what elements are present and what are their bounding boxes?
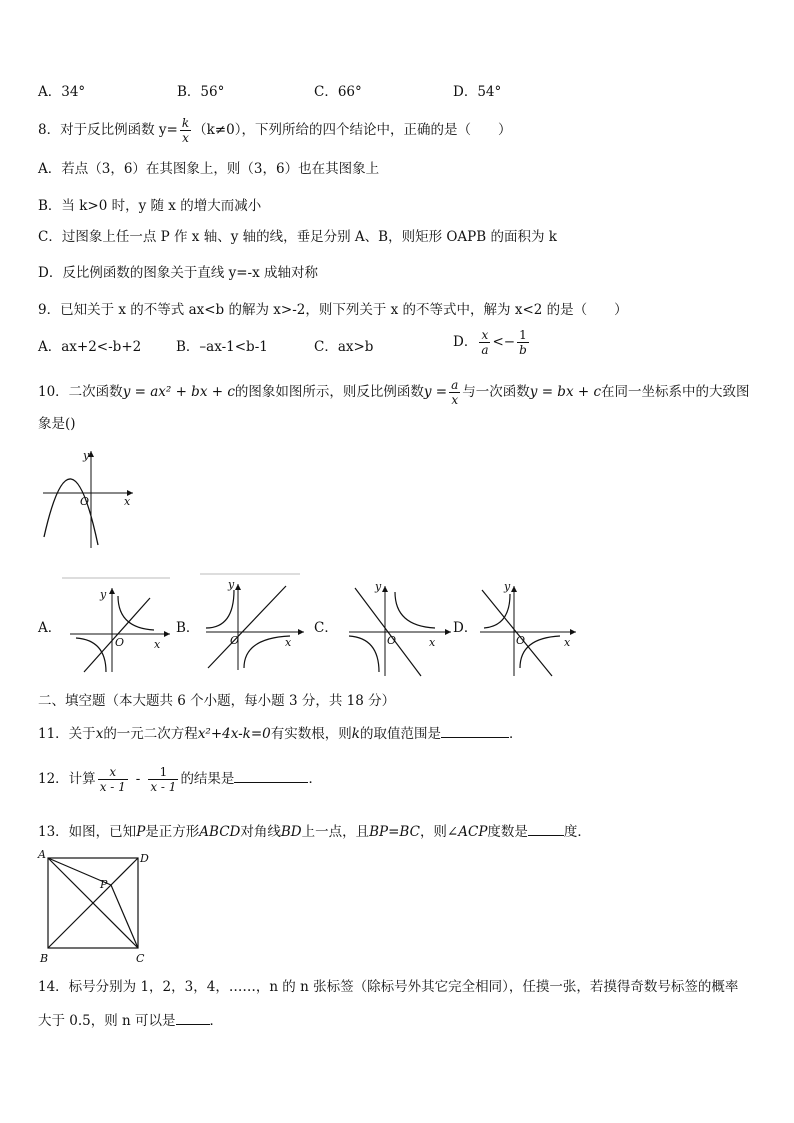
- q10-eq2-den: x: [451, 393, 459, 407]
- q12-answer-blank[interactable]: [234, 768, 308, 783]
- q13-p: P: [136, 824, 146, 840]
- q11-answer-blank[interactable]: [441, 723, 509, 738]
- q8-suffix: （k≠0），下列所给的四个结论中，正确的是（ ）: [193, 122, 512, 138]
- q10-stem: [38, 378, 750, 407]
- q10-stem-line2: 象是(): [38, 416, 76, 432]
- q7-option-a: A．34°: [38, 84, 86, 100]
- q8-frac-den: x: [182, 131, 189, 145]
- q9-d-num1: x: [479, 328, 490, 343]
- q13-label-b: B: [40, 952, 49, 965]
- q13-part5: ，则∠: [419, 824, 459, 840]
- q8-option-b: B．当 k>0 时，y 随 x 的增大而减小: [38, 198, 262, 214]
- q11-part2: 的一元二次方程: [103, 726, 198, 742]
- q9-option-d: [453, 328, 531, 357]
- q10-option-d-graph: [476, 580, 584, 680]
- q8-fraction: [180, 116, 191, 145]
- q10-fig-y-label: y: [83, 449, 90, 462]
- q9-stem: 9．已知关于 x 的不等式 ax<b 的解为 x>-2，则下列关于 x 的不等式中，解为 x<2 的是（ ）: [38, 302, 628, 318]
- q10-parabola-figure: [38, 445, 138, 550]
- q10-option-b-graph: [200, 572, 308, 672]
- q9-d-den1: a: [481, 343, 489, 357]
- q10-part2: 的图象如图所示，则反比例函数: [234, 384, 424, 400]
- q7-option-c: C．66°: [314, 84, 362, 100]
- q8-frac-num: k: [181, 116, 190, 130]
- q7-option-b: B．56°: [177, 84, 225, 100]
- q13-eq: BP=BC: [369, 824, 420, 840]
- q9-d-label: D．: [453, 334, 478, 350]
- q11-end: ．: [508, 726, 523, 742]
- q10-part1: 10．二次函数: [38, 384, 123, 400]
- q13-label-c: C: [136, 952, 145, 965]
- q9-d-mid: <−: [492, 334, 516, 350]
- q9-d-den2: b: [519, 343, 527, 357]
- q12-den1: x - 1: [99, 780, 126, 794]
- q10-c-x-label: x: [429, 636, 436, 649]
- q12-frac1: [98, 765, 128, 794]
- q10-eq1: y = ax² + bx + c: [122, 384, 235, 400]
- q10-c-origin-label: O: [387, 634, 397, 647]
- q10-a-x-label: x: [154, 638, 161, 651]
- q13-part1: 13．如图，已知: [38, 824, 137, 840]
- q10-eq3: y = bx + c: [529, 384, 602, 400]
- q10-c-y-label: y: [375, 580, 382, 593]
- q13-bd: BD: [280, 824, 302, 840]
- q10-a-y-label: y: [100, 588, 107, 601]
- q14-line2-pre: 大于 0.5，则 n 可以是: [38, 1013, 176, 1029]
- q10-b-x-label: x: [285, 636, 292, 649]
- q13-end: 度．: [563, 824, 591, 840]
- q11-k: k: [351, 726, 360, 742]
- q9-option-b: B．–ax-1<b-1: [176, 339, 268, 355]
- q10-d-x-label: x: [564, 636, 571, 649]
- q10-d-origin-label: O: [516, 634, 526, 647]
- q9-d-num2: 1: [517, 328, 529, 343]
- q13-square-figure: [36, 848, 156, 968]
- q12-num1: x: [98, 765, 128, 780]
- q11-x: x: [95, 726, 104, 742]
- q10-fig-origin-label: O: [80, 495, 90, 508]
- q12-num2: 1: [148, 765, 178, 780]
- q10-eq2-frac: [449, 378, 460, 407]
- q12-suffix: 的结果是: [180, 771, 235, 787]
- q13-acp: ACP: [458, 824, 488, 840]
- q13-label-d: D: [140, 852, 149, 865]
- q10-d-y-label: y: [504, 580, 511, 593]
- q13-part2: 是正方形: [145, 824, 200, 840]
- q14-answer-blank[interactable]: [176, 1010, 210, 1025]
- q8-option-a: A．若点（3，6）在其图象上，则（3，6）也在其图象上: [38, 161, 380, 177]
- q10-eq2-lhs: y =: [423, 384, 448, 400]
- q11-part4: 的取值范围是: [359, 726, 441, 742]
- q8-prefix: 8．对于反比例函数 y=: [38, 122, 178, 138]
- q10-option-b-label: B．: [176, 620, 200, 636]
- q8-stem: [38, 116, 511, 145]
- q8-option-d: D．反比例函数的图象关于直线 y=-x 成轴对称: [38, 265, 319, 281]
- q10-option-a-graph: [62, 576, 174, 676]
- q9-option-a: A．ax+2<-b+2: [38, 339, 142, 355]
- q10-part3: 与一次函数: [462, 384, 530, 400]
- q12-prefix: 12．计算: [38, 771, 96, 787]
- q13-label-a: A: [38, 848, 46, 861]
- q12-stem: [38, 765, 322, 794]
- q12-minus: -: [135, 771, 141, 787]
- q10-eq2-num: a: [451, 378, 459, 392]
- q7-option-d: D．54°: [453, 84, 502, 100]
- q10-b-y-label: y: [228, 578, 235, 591]
- q14-line2: [38, 1010, 223, 1030]
- q13-answer-blank[interactable]: [528, 821, 564, 836]
- q11-eq: x²+4x-k=0: [197, 726, 271, 742]
- q12-frac2: [148, 765, 178, 794]
- q10-a-origin-label: O: [115, 636, 125, 649]
- q13-stem: [38, 821, 591, 841]
- q10-b-origin-label: O: [230, 634, 240, 647]
- q13-abcd: ABCD: [199, 824, 241, 840]
- q11-stem: [38, 723, 522, 743]
- q9-d-frac2: [517, 328, 529, 357]
- q12-end: ．: [308, 771, 322, 787]
- q14-line1: 14．标号分别为 1，2，3，4，……，n 的 n 张标签（除标号外其它完全相同），任摸一张，若摸得奇数号标签的概率: [38, 979, 739, 995]
- q9-d-frac1: [479, 328, 490, 357]
- q13-label-p: P: [100, 878, 108, 891]
- q11-part3: 有实数根，则: [270, 726, 352, 742]
- q10-option-c-label: C．: [314, 620, 338, 636]
- q12-den2: x - 1: [150, 780, 177, 794]
- q9-option-c: C．ax>b: [314, 339, 374, 355]
- section-2-heading: 二、填空题（本大题共 6 个小题，每小题 3 分，共 18 分）: [38, 693, 396, 709]
- q10-fig-x-label: x: [124, 495, 131, 508]
- q10-option-c-graph: [345, 580, 455, 680]
- q13-part6: 度数是: [487, 824, 528, 840]
- q8-option-c: C．过图象上任一点 P 作 x 轴、y 轴的线，垂足分别 A、B，则矩形 OAPB 的面积为 k: [38, 229, 557, 245]
- q10-option-a-label: A．: [38, 620, 62, 636]
- q10-part4: 在同一坐标系中的大致图: [601, 384, 750, 400]
- q10-option-d-label: D．: [453, 620, 478, 636]
- q13-part4: 上一点，且: [301, 824, 370, 840]
- q14-end: ．: [209, 1013, 224, 1029]
- q13-part3: 对角线: [240, 824, 281, 840]
- q11-part1: 11．关于: [38, 726, 96, 742]
